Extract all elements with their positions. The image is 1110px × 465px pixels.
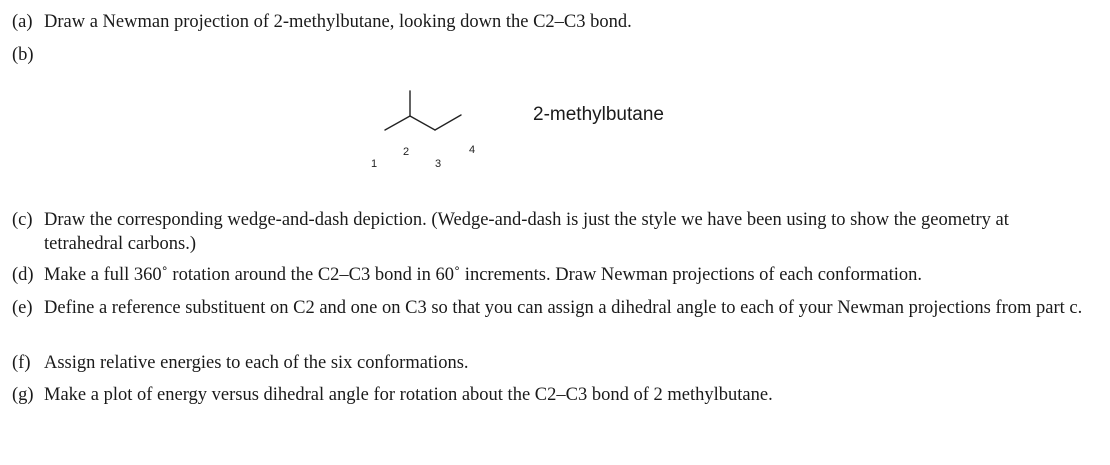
question-e-label: (e) — [12, 298, 33, 318]
atom-number-4: 4 — [469, 144, 476, 156]
question-g-label: (g) — [12, 385, 34, 405]
question-a — [12, 10, 1092, 34]
question-e — [12, 296, 1092, 320]
atom-number-2: 2 — [403, 146, 410, 158]
question-a-label: (a) — [12, 12, 33, 32]
question-f — [12, 351, 1092, 375]
bond-3-4 — [435, 115, 461, 130]
question-b-label: (b) — [12, 45, 34, 65]
question-f-text: Assign relative energies to each of the six conformations. — [44, 353, 469, 373]
question-d — [12, 263, 1092, 287]
atom-number-1: 1 — [371, 158, 378, 170]
bond-2-3 — [410, 116, 435, 130]
atom-number-3: 3 — [435, 158, 442, 170]
molecule-name-label: 2-methylbutane — [533, 104, 664, 125]
question-e-text: Define a reference substituent on C2 and one on C3 so that you can assign a dihedral angle to each of your Newman projections from part c. — [44, 298, 1083, 318]
question-g-text: Make a plot of energy versus dihedral angle for rotation about the C2–C3 bond of 2 methylbutane. — [44, 385, 773, 405]
question-a-text: Draw a Newman projection of 2-methylbutane, looking down the C2–C3 bond. — [44, 12, 632, 32]
question-f-label: (f) — [12, 353, 31, 373]
question-g — [12, 383, 1092, 407]
question-c-text: Draw the corresponding wedge-and-dash depiction. (Wedge-and-dash is just the style we have been using to show the geometry at tetrahedral carbons.) — [44, 210, 1009, 254]
question-d-text: Make a full 360˚ rotation around the C2–C3 bond in 60˚ increments. Draw Newman projections of each conformation. — [44, 265, 923, 285]
bond-1-2 — [385, 116, 410, 130]
question-c-label: (c) — [12, 210, 33, 230]
question-d-label: (d) — [12, 265, 34, 285]
skeletal-structure-drawing — [355, 85, 505, 180]
question-c — [12, 208, 1092, 256]
skeletal-structure-2-methylbutane — [355, 85, 505, 180]
